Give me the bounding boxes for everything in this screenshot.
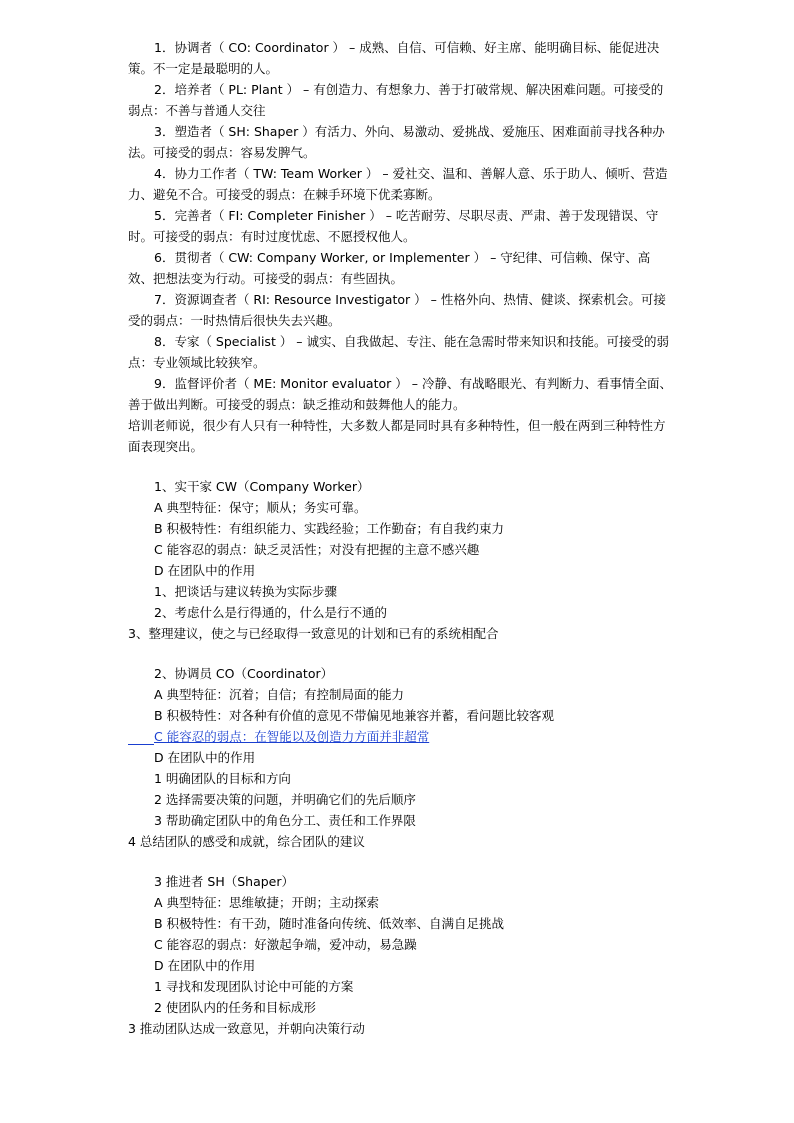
- section2-positive-traits: B 积极特性：对各种有价值的意见不带偏见地兼容并蓄，看问题比较客观: [154, 708, 555, 723]
- role-paragraph-shaper: 3．塑造者（ SH: Shaper ）有活力、外向、易激动、爱挑战、爱施压、困难面前寻找各种办法。可接受的弱点：容易发脾气。: [128, 124, 665, 160]
- role-paragraph-completer: 5．完善者（ FI: Completer Finisher ） – 吃苦耐劳、尽职尽责、严肃、善于发现错误、守时。可接受的弱点：有时过度忧虑、不愿授权他人。: [128, 208, 659, 244]
- section2-team-role-heading: D 在团队中的作用: [154, 750, 256, 765]
- section2-title: 2、协调员 CO（Coordinator）: [154, 666, 334, 681]
- role-paragraph-coordinator: 1．协调者（ CO: Coordinator ） – 成熟、自信、可信赖、好主席、能明确目标、能促进决策。不一定是最聪明的人。: [128, 40, 660, 76]
- trainer-note: 培训老师说，很少有人只有一种特性，大多数人都是同时具有多种特性，但一般在两到三种特性方面表现突出。: [128, 418, 666, 454]
- role-paragraph-resource-investigator: 7．资源调查者（ RI: Resource Investigator ） – 性格外向、热情、健谈、探索机会。可接受的弱点：一时热情后很快失去兴趣。: [128, 292, 666, 328]
- role-paragraph-team-worker: 4．协力工作者（ TW: Team Worker ） – 爱社交、温和、善解人意、乐于助人、倾听、营造力、避免不合。可接受的弱点：在棘手环境下优柔寡断。: [128, 166, 668, 202]
- section2-weakness-link[interactable]: C 能容忍的弱点：在智能以及创造力方面并非超常: [154, 729, 430, 744]
- section2-typical-traits: A 典型特征：沉着；自信；有控制局面的能力: [154, 687, 405, 702]
- section1-role-item: 2、考虑什么是行得通的，什么是行不通的: [154, 605, 387, 620]
- section1-positive-traits: B 积极特性：有组织能力、实践经验；工作勤奋；有自我约束力: [154, 521, 505, 536]
- section3-typical-traits: A 典型特征：思维敏捷；开朗；主动探索: [154, 895, 380, 910]
- section2-role-item: 2 选择需要决策的问题，并明确它们的先后顺序: [154, 792, 416, 807]
- section1-role-item: 1、把谈话与建议转换为实际步骤: [154, 584, 337, 599]
- section2-role-item: 3 帮助确定团队中的角色分工、责任和工作界限: [154, 813, 416, 828]
- section3-role-item: 1 寻找和发现团队讨论中可能的方案: [154, 979, 354, 994]
- section1-typical-traits: A 典型特征：保守；顺从；务实可靠。: [154, 500, 367, 515]
- section1-role-item-last: 3、整理建议，使之与已经取得一致意见的计划和已有的系统相配合: [128, 626, 499, 641]
- section3-weakness: C 能容忍的弱点：好激起争端，爱冲动，易急躁: [154, 937, 417, 952]
- role-paragraph-implementer: 6．贯彻者（ CW: Company Worker, or Implementer ） – 守纪律、可信赖、保守、高效、把想法变为行动。可接受的弱点：有些固执。: [128, 250, 651, 286]
- section3-team-role-heading: D 在团队中的作用: [154, 958, 256, 973]
- section3-positive-traits: B 积极特性：有干劲，随时准备向传统、低效率、自满自足挑战: [154, 916, 505, 931]
- section3-title: 3 推进者 SH（Shaper）: [154, 874, 295, 889]
- section2-weakness-underline: [128, 726, 154, 745]
- section3-role-item-last: 3 推动团队达成一致意见，并朝向决策行动: [128, 1021, 365, 1036]
- section3-role-item: 2 使团队内的任务和目标成形: [154, 1000, 316, 1015]
- section2-role-item: 1 明确团队的目标和方向: [154, 771, 291, 786]
- section1-weakness: C 能容忍的弱点：缺乏灵活性；对没有把握的主意不感兴趣: [154, 542, 480, 557]
- role-paragraph-monitor-evaluator: 9．监督评价者（ ME: Monitor evaluator ） – 冷静、有战略眼光、有判断力、看事情全面、善于做出判断。可接受的弱点：缺乏推动和鼓舞他人的能力。: [128, 376, 672, 412]
- section2-role-item-last: 4 总结团队的感受和成就，综合团队的建议: [128, 834, 365, 849]
- section1-title: 1、实干家 CW（Company Worker）: [154, 479, 370, 494]
- role-paragraph-specialist: 8．专家（ Specialist ） – 诚实、自我做起、专注、能在急需时带来知识和技能。可接受的弱点：专业领域比较狭窄。: [128, 334, 670, 370]
- role-paragraph-plant: 2．培养者（ PL: Plant ） – 有创造力、有想象力、善于打破常规、解决困难问题。可接受的弱点：不善与普通人交往: [128, 82, 664, 118]
- section1-team-role-heading: D 在团队中的作用: [154, 563, 256, 578]
